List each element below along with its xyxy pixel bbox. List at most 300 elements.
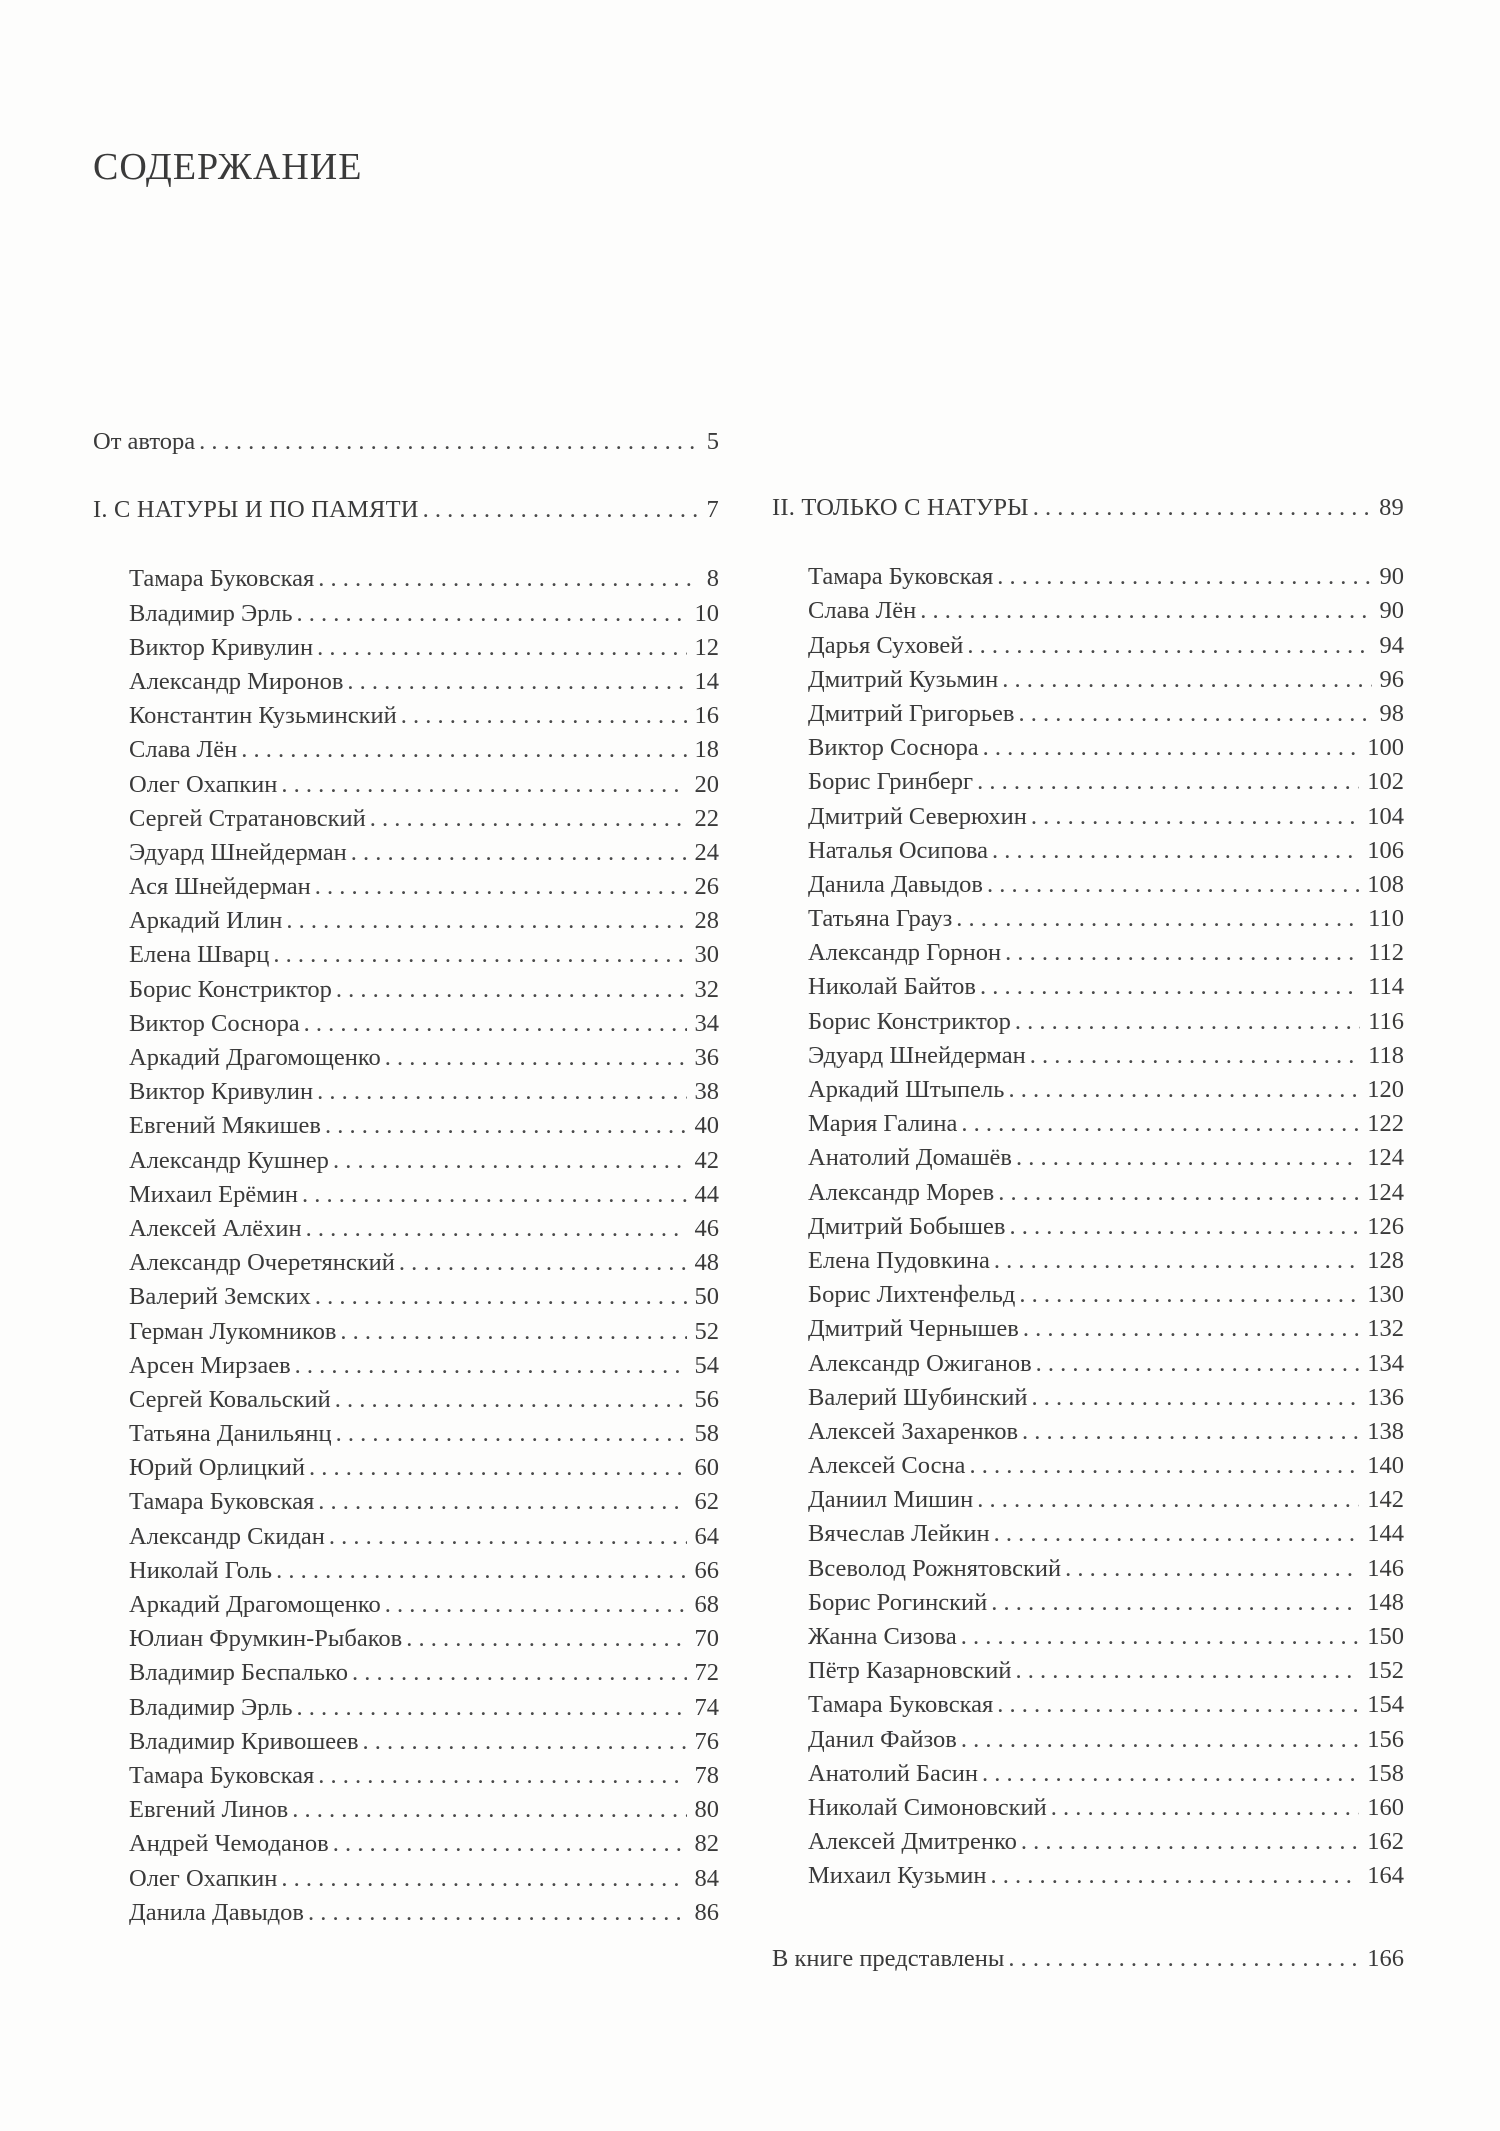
leader-dots xyxy=(401,702,687,730)
toc-entry[interactable] xyxy=(93,1044,719,1078)
leader-dots xyxy=(295,1352,687,1380)
toc-entry-page: 16 xyxy=(694,702,719,730)
toc-entry-page: 108 xyxy=(1367,870,1404,898)
toc-entry-name: Валерий Шубинский xyxy=(808,1383,1028,1411)
toc-entry-page: 36 xyxy=(694,1044,719,1071)
toc-entry[interactable] xyxy=(772,871,1404,905)
toc-entry-page: 72 xyxy=(694,1659,719,1687)
toc-entry-name: Виктор Соснора xyxy=(808,734,979,762)
toc-entry[interactable] xyxy=(772,837,1404,871)
toc-entry[interactable] xyxy=(93,1488,719,1522)
toc-entry-page: 142 xyxy=(1367,1486,1404,1514)
toc-entry[interactable] xyxy=(93,1762,719,1796)
toc-entry-name: Тамара Буковская xyxy=(808,563,994,591)
leader-dots xyxy=(1019,1281,1359,1309)
leader-dots xyxy=(977,1486,1359,1514)
toc-entry-name: Данил Файзов xyxy=(808,1725,957,1753)
toc-entry[interactable] xyxy=(93,1112,719,1146)
toc-entry-name: Елена Пудовкина xyxy=(808,1246,990,1274)
toc-entry-page: 34 xyxy=(694,1009,719,1037)
toc-entry[interactable] xyxy=(93,634,719,668)
toc-entry[interactable] xyxy=(772,1657,1404,1691)
leader-dots xyxy=(1008,1945,1359,1973)
toc-entry-name: Дмитрий Бобышев xyxy=(808,1212,1006,1240)
toc-entry[interactable] xyxy=(93,736,719,770)
toc-entry-name: Аркадий Илин xyxy=(129,907,283,935)
toc-entry[interactable] xyxy=(772,1418,1404,1452)
toc-entry[interactable] xyxy=(93,771,719,805)
toc-entry[interactable] xyxy=(93,1420,719,1454)
toc-entry-name: Дмитрий Кузьмин xyxy=(808,665,999,693)
leader-dots xyxy=(1065,1555,1359,1583)
toc-entry[interactable] xyxy=(93,1659,719,1693)
toc-entry-name: Анатолий Басин xyxy=(808,1759,978,1787)
leader-dots xyxy=(325,1112,687,1140)
toc-entry-page: 136 xyxy=(1367,1383,1404,1411)
leader-dots xyxy=(385,1591,687,1619)
toc-entry-page: 90 xyxy=(1379,563,1404,591)
toc-entry-name: Дмитрий Григорьев xyxy=(808,699,1015,727)
toc-entry-name: Дмитрий Северюхин xyxy=(808,802,1027,830)
toc-entry-name: Данила Давыдов xyxy=(129,1898,304,1926)
leader-dots xyxy=(199,428,699,456)
toc-entry[interactable] xyxy=(93,1591,719,1625)
toc-entry[interactable] xyxy=(772,1144,1404,1178)
toc-entry[interactable] xyxy=(93,1728,719,1762)
toc-entry-name: Слава Лён xyxy=(808,597,917,625)
toc-entry[interactable] xyxy=(772,632,1404,666)
toc-entry[interactable] xyxy=(93,1899,719,1933)
toc-entry-page: 118 xyxy=(1368,1041,1404,1069)
toc-entry[interactable] xyxy=(772,803,1404,837)
toc-entry[interactable] xyxy=(93,1865,719,1899)
leader-dots xyxy=(961,1726,1359,1754)
leader-dots xyxy=(297,1694,687,1722)
section-title: II. ТОЛЬКО С НАТУРЫ xyxy=(772,494,1029,521)
leader-dots xyxy=(308,1899,687,1927)
toc-entry-name: Данила Давыдов xyxy=(808,870,983,898)
toc-entry-page: 22 xyxy=(694,804,719,832)
toc-entry-name: Жанна Сизова xyxy=(808,1623,957,1650)
toc-entry-page: 90 xyxy=(1379,597,1404,625)
toc-entry-name: Арсен Мирзаев xyxy=(129,1351,291,1379)
toc-entry[interactable] xyxy=(772,1213,1404,1247)
toc-entry[interactable] xyxy=(772,1623,1404,1657)
toc-entry-name: Александр Скидан xyxy=(129,1522,325,1550)
leader-dots xyxy=(967,632,1371,660)
leader-dots xyxy=(1002,666,1371,694)
toc-entry-page: 160 xyxy=(1367,1793,1404,1821)
toc-entry-page: 132 xyxy=(1367,1315,1404,1343)
toc-entry-page: 166 xyxy=(1367,1945,1404,1972)
toc-entry[interactable] xyxy=(772,1862,1404,1896)
toc-entry-name: Борис Констриктор xyxy=(808,1007,1011,1035)
toc-entry[interactable] xyxy=(93,1523,719,1557)
toc-entry-page: 10 xyxy=(694,599,719,627)
toc-entry-name: Дмитрий Чернышев xyxy=(808,1315,1019,1343)
toc-entry-name: Юлиан Фрумкин-Рыбаков xyxy=(129,1625,403,1653)
toc-entry[interactable] xyxy=(93,1830,719,1864)
toc-entry[interactable] xyxy=(93,1352,719,1386)
toc-entry-page: 58 xyxy=(694,1420,719,1448)
toc-entry-name: Олег Охапкин xyxy=(129,1864,278,1892)
toc-entry-page: 48 xyxy=(694,1249,719,1277)
toc-entry-page: 158 xyxy=(1367,1759,1404,1787)
toc-entry[interactable] xyxy=(772,1452,1404,1486)
toc-entry[interactable] xyxy=(93,1283,719,1317)
leader-dots xyxy=(315,1283,687,1311)
leader-dots xyxy=(318,1762,686,1790)
toc-entry[interactable] xyxy=(772,1726,1404,1760)
toc-entry-page: 20 xyxy=(694,770,719,798)
toc-entry[interactable] xyxy=(772,1589,1404,1623)
leader-dots xyxy=(297,600,687,628)
toc-entry[interactable] xyxy=(772,563,1404,597)
toc-entry-name: Александр Кушнер xyxy=(129,1146,329,1174)
leader-dots xyxy=(241,736,686,764)
toc-entry-page: 62 xyxy=(694,1488,719,1516)
leader-dots xyxy=(333,1147,687,1175)
leader-dots xyxy=(998,1179,1359,1207)
leader-dots xyxy=(1015,1657,1359,1685)
toc-entry[interactable] xyxy=(772,1691,1404,1725)
toc-entry-page: 152 xyxy=(1367,1657,1404,1685)
leader-dots xyxy=(1009,1213,1359,1241)
leader-dots xyxy=(318,1488,686,1516)
toc-entry[interactable] xyxy=(772,768,1404,802)
toc-entry-name: Андрей Чемоданов xyxy=(129,1830,329,1858)
toc-entry-page: 102 xyxy=(1367,768,1404,796)
toc-entry[interactable] xyxy=(93,1249,719,1283)
toc-entry-name: Аркадий Штыпель xyxy=(808,1076,1005,1103)
toc-entry-page: 130 xyxy=(1367,1281,1404,1309)
toc-entry-page: 54 xyxy=(694,1351,719,1379)
leader-dots xyxy=(1036,1350,1360,1378)
toc-entry-name: Герман Лукомников xyxy=(129,1317,337,1345)
leader-dots xyxy=(317,634,686,662)
leader-dots xyxy=(997,563,1371,591)
toc-entry-name: Николай Голь xyxy=(129,1556,273,1584)
toc-entry[interactable] xyxy=(93,1010,719,1044)
toc-entry-name: Евгений Линов xyxy=(129,1796,289,1824)
leader-dots xyxy=(302,1181,687,1209)
leader-dots xyxy=(351,839,687,867)
toc-entry-page: 30 xyxy=(694,941,719,969)
toc-entry-name: Эдуард Шнейдерман xyxy=(808,1041,1026,1069)
toc-entry-page: 74 xyxy=(694,1693,719,1721)
toc-entry-name: Алексей Алёхин xyxy=(129,1214,302,1242)
toc-entry-page: 98 xyxy=(1379,699,1404,727)
section-title: I. С НАТУРЫ И ПО ПАМЯТИ xyxy=(93,496,419,524)
toc-entry-name: Вячеслав Лейкин xyxy=(808,1520,990,1548)
toc-entry-name: Татьяна Данильянц xyxy=(129,1420,332,1448)
leader-dots xyxy=(281,771,686,799)
toc-entry-page: 154 xyxy=(1367,1691,1404,1719)
toc-entry[interactable] xyxy=(93,1318,719,1352)
toc-entry-page: 156 xyxy=(1367,1725,1404,1753)
toc-entry[interactable] xyxy=(772,1794,1404,1828)
toc-entry-page: 164 xyxy=(1367,1862,1404,1890)
leader-dots xyxy=(309,1454,687,1482)
leader-dots xyxy=(961,1110,1359,1138)
toc-entry[interactable] xyxy=(93,668,719,702)
toc-entry[interactable] xyxy=(772,1520,1404,1554)
toc-entry-page: 46 xyxy=(694,1214,719,1242)
toc-entry-name: Александр Миронов xyxy=(129,667,344,695)
toc-entry-name: Виктор Соснора xyxy=(129,1009,300,1037)
toc-entry-page: 60 xyxy=(694,1454,719,1482)
leader-dots xyxy=(1015,1008,1360,1036)
toc-entry[interactable] xyxy=(772,1008,1404,1042)
toc-entry[interactable] xyxy=(93,805,719,839)
leader-dots xyxy=(336,976,687,1004)
toc-entry[interactable] xyxy=(772,1315,1404,1349)
toc-entry-name: Николай Байтов xyxy=(808,973,976,1001)
leader-dots xyxy=(1051,1794,1360,1822)
toc-entry-name: Аркадий Драгомощенко xyxy=(129,1044,381,1071)
leader-dots xyxy=(994,1520,1360,1548)
leader-dots xyxy=(982,1760,1359,1788)
toc-entry[interactable] xyxy=(93,565,719,599)
leader-dots xyxy=(318,565,698,593)
toc-entry-page: 26 xyxy=(694,873,719,901)
toc-entry-name: Михаил Ерёмин xyxy=(129,1180,298,1208)
toc-entry-page: 100 xyxy=(1367,734,1404,762)
toc-entry-page: 78 xyxy=(694,1761,719,1789)
toc-entry-name: Аркадий Драгомощенко xyxy=(129,1591,381,1618)
leader-dots xyxy=(991,1862,1360,1890)
toc-right-column xyxy=(772,494,1404,1897)
toc-entry-name: Виктор Кривулин xyxy=(129,633,314,661)
toc-entry[interactable] xyxy=(772,597,1404,631)
leader-dots xyxy=(340,1318,686,1346)
toc-entry[interactable] xyxy=(772,666,1404,700)
toc-entry-contributors[interactable] xyxy=(772,1945,1404,1979)
leader-dots xyxy=(992,837,1359,865)
toc-entry-page: 82 xyxy=(694,1830,719,1858)
leader-dots xyxy=(956,905,1360,933)
toc-entry[interactable] xyxy=(93,941,719,975)
toc-entry-name: Владимир Беспалько xyxy=(129,1659,348,1687)
toc-entry-page: 124 xyxy=(1367,1178,1404,1206)
toc-entry-name: Валерий Земских xyxy=(129,1283,311,1311)
leader-dots xyxy=(1031,1384,1359,1412)
toc-entry-page: 68 xyxy=(694,1591,719,1618)
toc-entry-name: Дарья Суховей xyxy=(808,631,964,659)
toc-entry-page: 162 xyxy=(1367,1828,1404,1856)
toc-entry-page: 38 xyxy=(694,1078,719,1106)
toc-entry[interactable] xyxy=(772,1350,1404,1384)
toc-entry-page: 18 xyxy=(694,736,719,764)
toc-section-1[interactable] xyxy=(93,496,719,530)
toc-entry-page: 50 xyxy=(694,1283,719,1311)
leader-dots xyxy=(1008,1076,1359,1104)
toc-entry-name: Юрий Орлицкий xyxy=(129,1454,305,1482)
toc-entry-name: Виктор Кривулин xyxy=(129,1078,314,1106)
toc-entry-page: 76 xyxy=(694,1727,719,1755)
toc-entry-page: 122 xyxy=(1367,1110,1404,1138)
leader-dots xyxy=(1016,1144,1359,1172)
toc-entry[interactable] xyxy=(93,1215,719,1249)
toc-entry-name: Тамара Буковская xyxy=(129,1488,315,1516)
toc-entry-name: Мария Галина xyxy=(808,1110,958,1138)
toc-entry-page: 86 xyxy=(694,1898,719,1926)
toc-entry[interactable] xyxy=(772,939,1404,973)
toc-entry[interactable] xyxy=(93,873,719,907)
leader-dots xyxy=(286,907,686,935)
toc-entry-page: 24 xyxy=(694,838,719,866)
leader-dots xyxy=(273,941,686,969)
toc-entry-page: 14 xyxy=(694,667,719,695)
toc-entry-author-note[interactable] xyxy=(93,428,719,462)
toc-entry-name: Алексей Дмитренко xyxy=(808,1828,1017,1856)
toc-entry-page: 124 xyxy=(1367,1144,1404,1172)
toc-entry[interactable] xyxy=(772,1760,1404,1794)
toc-entry[interactable] xyxy=(772,700,1404,734)
leader-dots xyxy=(363,1728,687,1756)
toc-entry-page: 64 xyxy=(694,1522,719,1550)
leader-dots xyxy=(385,1044,687,1072)
toc-entry-name: Евгений Мякишев xyxy=(129,1112,321,1140)
toc-entry-name: Олег Охапкин xyxy=(129,770,278,798)
toc-entry[interactable] xyxy=(93,702,719,736)
toc-entry-page: 44 xyxy=(694,1180,719,1208)
toc-entry-page: 52 xyxy=(694,1317,719,1345)
toc-entry[interactable] xyxy=(772,1110,1404,1144)
toc-entry[interactable] xyxy=(772,973,1404,1007)
leader-dots xyxy=(335,1386,687,1414)
toc-entry-page: 126 xyxy=(1367,1212,1404,1240)
leader-dots xyxy=(1022,1418,1359,1446)
toc-entry-name: Пётр Казарновский xyxy=(808,1657,1012,1685)
toc-entry-name: Владимир Кривошеев xyxy=(129,1727,359,1755)
toc-entry[interactable] xyxy=(772,1384,1404,1418)
toc-entry-name: Владимир Эрль xyxy=(129,1693,293,1721)
toc-entry[interactable] xyxy=(93,839,719,873)
toc-entry[interactable] xyxy=(772,1281,1404,1315)
leader-dots xyxy=(1030,1042,1360,1070)
toc-entry[interactable] xyxy=(93,976,719,1010)
toc-entry-page: 70 xyxy=(694,1625,719,1653)
leader-dots xyxy=(370,805,687,833)
leader-dots xyxy=(406,1625,686,1653)
section-page: 7 xyxy=(706,496,719,524)
toc-entry-page: 144 xyxy=(1367,1520,1404,1548)
toc-entry[interactable] xyxy=(93,1181,719,1215)
toc-entry[interactable] xyxy=(93,1694,719,1728)
leader-dots xyxy=(1021,1828,1359,1856)
toc-entry-name: Борис Лихтенфельд xyxy=(808,1281,1016,1309)
leader-dots xyxy=(304,1010,687,1038)
toc-entry-name: Борис Рогинский xyxy=(808,1588,988,1616)
leader-dots xyxy=(336,1420,687,1448)
toc-entry-page: 42 xyxy=(694,1146,719,1174)
toc-entry-name: Михаил Кузьмин xyxy=(808,1862,987,1890)
toc-entry-name: Даниил Мишин xyxy=(808,1486,974,1514)
toc-entry-page: 28 xyxy=(694,907,719,935)
leader-dots xyxy=(315,873,687,901)
toc-entry[interactable] xyxy=(772,1555,1404,1589)
toc-entry-name: Ася Шнейдерман xyxy=(129,873,311,901)
toc-entry[interactable] xyxy=(93,1147,719,1181)
leader-dots xyxy=(1018,700,1371,728)
leader-dots xyxy=(991,1589,1359,1617)
toc-entry-page: 146 xyxy=(1367,1554,1404,1582)
leader-dots xyxy=(399,1249,687,1277)
toc-entry[interactable] xyxy=(772,1828,1404,1862)
toc-entry-name: Сергей Ковальский xyxy=(129,1385,331,1413)
toc-entry-name: Тамара Буковская xyxy=(808,1691,994,1719)
toc-entry[interactable] xyxy=(772,1179,1404,1213)
leader-dots xyxy=(920,597,1371,625)
leader-dots xyxy=(329,1523,687,1551)
leader-dots xyxy=(352,1659,687,1687)
toc-entry[interactable] xyxy=(772,734,1404,768)
toc-entry-name: Николай Симоновский xyxy=(808,1793,1047,1821)
toc-entry[interactable] xyxy=(772,1486,1404,1520)
toc-entry[interactable] xyxy=(93,1796,719,1830)
toc-entry[interactable] xyxy=(93,1078,719,1112)
toc-entry[interactable] xyxy=(93,1454,719,1488)
leader-dots xyxy=(1005,939,1360,967)
toc-entry-page: 12 xyxy=(694,633,719,661)
toc-entry-page: 148 xyxy=(1367,1588,1404,1616)
toc-entry-name: Алексей Сосна xyxy=(808,1452,966,1480)
toc-entry-page: 32 xyxy=(694,975,719,1003)
toc-entry-page: 106 xyxy=(1367,836,1404,864)
leader-dots xyxy=(317,1078,686,1106)
page-title: СОДЕРЖАНИЕ xyxy=(93,146,363,188)
toc-entry-name: Константин Кузьминский xyxy=(129,702,397,730)
toc-entry-name: Анатолий Домашёв xyxy=(808,1144,1012,1172)
leader-dots xyxy=(347,668,686,696)
leader-dots xyxy=(1033,494,1371,522)
toc-entry[interactable] xyxy=(93,600,719,634)
toc-entry-name: Тамара Буковская xyxy=(129,565,315,593)
toc-entry-page: 104 xyxy=(1367,802,1404,830)
leader-dots xyxy=(423,496,699,524)
toc-section-2[interactable] xyxy=(772,494,1404,528)
toc-entry[interactable] xyxy=(772,1247,1404,1281)
toc-entry-page: 84 xyxy=(694,1864,719,1892)
toc-entry-page: 114 xyxy=(1368,973,1404,1001)
toc-entry[interactable] xyxy=(772,1076,1404,1110)
toc-entry-page: 138 xyxy=(1367,1417,1404,1445)
leader-dots xyxy=(306,1215,687,1243)
toc-entry-name: Борис Констриктор xyxy=(129,975,332,1003)
toc-entry[interactable] xyxy=(772,1042,1404,1076)
leader-dots xyxy=(292,1796,686,1824)
leader-dots xyxy=(980,973,1360,1001)
toc-entry[interactable] xyxy=(93,1386,719,1420)
toc-entry[interactable] xyxy=(772,905,1404,939)
toc-entry[interactable] xyxy=(93,1557,719,1591)
toc-entry[interactable] xyxy=(93,1625,719,1659)
leader-dots xyxy=(276,1557,686,1585)
toc-entry-name: Всеволод Рожнятовский xyxy=(808,1554,1062,1582)
toc-entry-page: 80 xyxy=(694,1796,719,1824)
toc-entry-name: Эдуард Шнейдерман xyxy=(129,838,347,866)
toc-entry[interactable] xyxy=(93,907,719,941)
toc-entry-name: Сергей Стратановский xyxy=(129,804,366,832)
toc-left-column xyxy=(93,428,719,1933)
leader-dots xyxy=(969,1452,1359,1480)
toc-entry-name: Алексей Захаренков xyxy=(808,1417,1019,1445)
leader-dots xyxy=(997,1691,1359,1719)
leader-dots xyxy=(994,1247,1359,1275)
leader-dots xyxy=(983,734,1360,762)
toc-entry-name: В книге представлены xyxy=(772,1945,1005,1972)
